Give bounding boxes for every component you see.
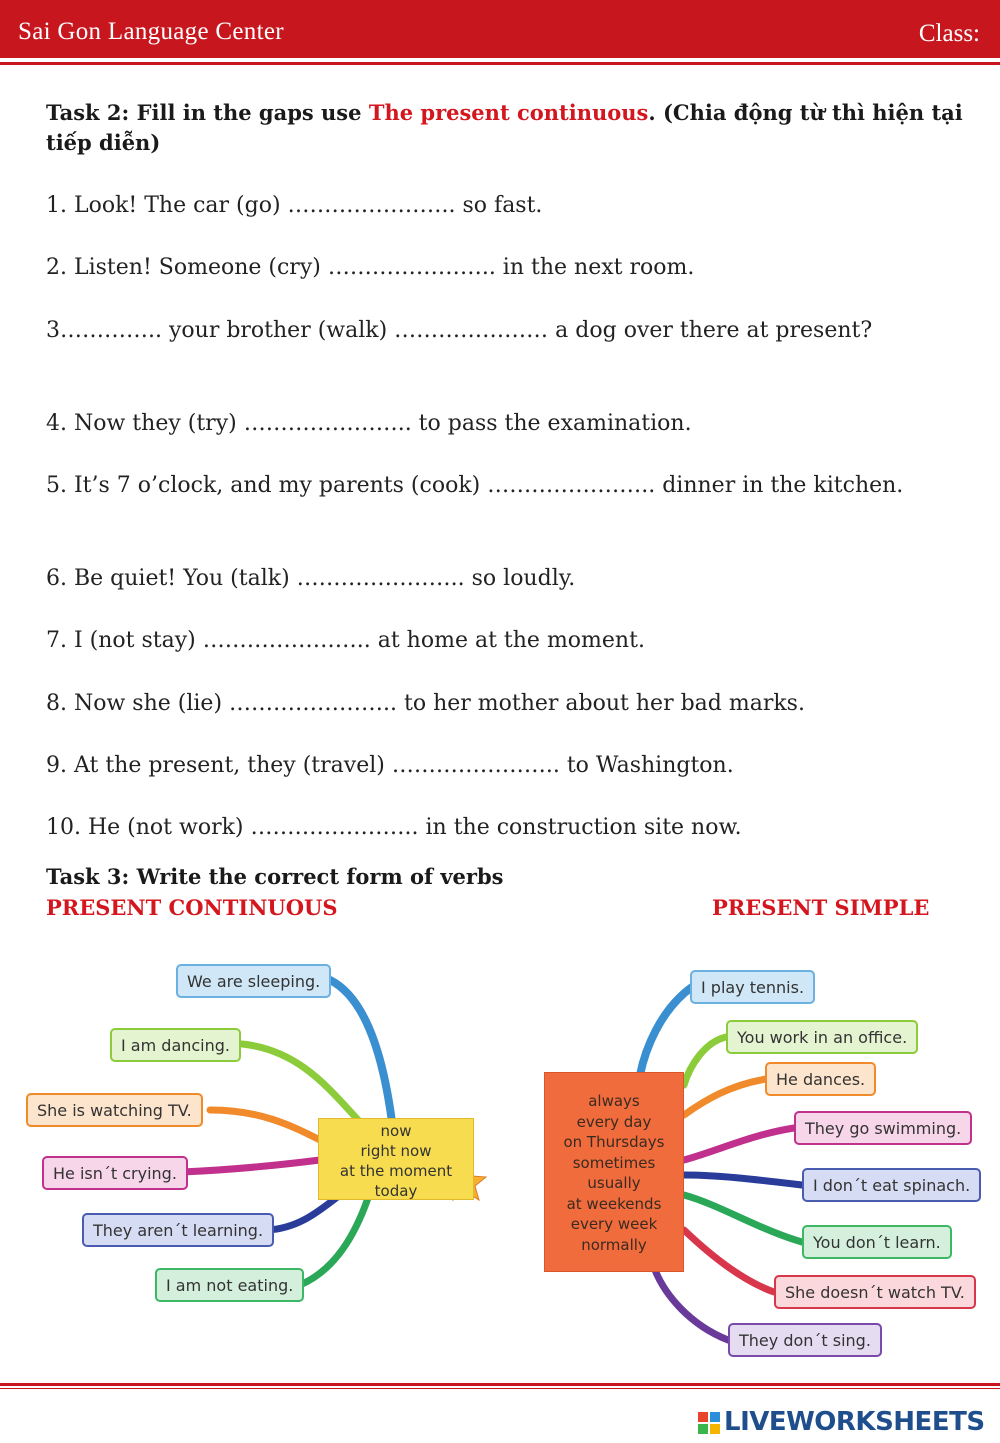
task2-item: 5. It’s 7 o’clock, and my parents (cook) ………………….. dinner in the kitchen.: [46, 473, 904, 498]
time-expression: on Thursdays: [563, 1133, 665, 1151]
example-box: I don´t eat spinach.: [802, 1168, 981, 1202]
time-expression: normally: [581, 1235, 647, 1254]
example-box: We are sleeping.: [176, 964, 331, 998]
example-box: They don´t sing.: [728, 1323, 882, 1357]
task2-item: 8. Now she (lie) ………………….. to her mother about her bad marks.: [46, 691, 805, 716]
branch-right-4: [684, 1128, 794, 1160]
present-simple-heading: PRESENT SIMPLE: [712, 895, 930, 920]
example-box: I am dancing.: [110, 1028, 241, 1062]
present-continuous-time-expressions: [318, 1118, 474, 1200]
footer-divider-thin: [0, 1388, 1000, 1389]
task2-title: [46, 98, 966, 158]
time-expression: every day: [576, 1112, 652, 1131]
branch-left-2: [242, 1044, 360, 1122]
time-expression: at weekends: [566, 1194, 662, 1213]
branch-right-6: [684, 1195, 802, 1242]
task2-title-prefix: Task 2: Fill in the gaps use: [46, 100, 369, 125]
example-box: You work in an office.: [726, 1020, 918, 1054]
class-label: Class:: [918, 20, 980, 47]
task3-title: Task 3: Write the correct form of verbs: [46, 864, 504, 889]
branch-left-6: [300, 1198, 368, 1285]
example-box: She doesn´t watch TV.: [774, 1275, 976, 1309]
time-expression: every week: [570, 1215, 658, 1233]
branch-right-2: [684, 1037, 726, 1085]
example-box: I play tennis.: [690, 970, 815, 1004]
task2-item: 7. I (not stay) ………………….. at home at the moment.: [46, 628, 645, 653]
tense-mind-map: [0, 950, 1000, 1370]
branch-right-5: [684, 1175, 802, 1185]
task2-item: 2. Listen! Someone (cry) ………………….. in the next room.: [46, 255, 695, 280]
center-name: Sai Gon Language Center: [18, 18, 284, 45]
footer-divider: [0, 1383, 1000, 1386]
task2-item: 4. Now they (try) ………………….. to pass the examination.: [46, 411, 692, 436]
task2-title-highlight: The present continuous: [368, 100, 649, 125]
present-continuous-heading: PRESENT CONTINUOUS: [46, 895, 338, 920]
header-divider: [0, 62, 1000, 65]
time-expression: usually: [587, 1174, 641, 1192]
page-header: [0, 0, 1000, 58]
time-expression: now: [380, 1122, 412, 1140]
time-expression: at the moment: [339, 1162, 453, 1180]
task2-item: 10. He (not work) ………………….. in the construction site now.: [46, 815, 742, 840]
branch-left-4: [182, 1160, 320, 1172]
task2-title-suffix: . (Chia động từ thì hiện tại tiếp diễn): [46, 100, 963, 155]
liveworksheets-logo-text[interactable]: LIVEWORKSHEETS: [724, 1407, 985, 1437]
time-expression: right now: [360, 1142, 432, 1160]
branch-right-7: [684, 1230, 774, 1292]
task2-item: 6. Be quiet! You (talk) ………………….. so loudly.: [46, 566, 576, 591]
time-expression: always: [588, 1092, 640, 1110]
example-box: He isn´t crying.: [42, 1156, 188, 1190]
present-simple-time-expressions: [544, 1072, 684, 1272]
example-box: I am not eating.: [155, 1268, 304, 1302]
task2-item: 1. Look! The car (go) ………………….. so fast.: [46, 193, 543, 218]
liveworksheets-logo-icon: [698, 1412, 720, 1434]
example-box: You don´t learn.: [802, 1225, 952, 1259]
task2-item: 9. At the present, they (travel) ………………….. to Washington.: [46, 753, 734, 778]
branch-right-1: [640, 987, 692, 1075]
example-box: They go swimming.: [794, 1111, 972, 1145]
time-expression: today: [374, 1182, 418, 1200]
example-box: They aren´t learning.: [82, 1213, 274, 1247]
task2-item: 3………….. your brother (walk) ………………… a dog over there at present?: [46, 318, 873, 343]
time-expression: sometimes: [572, 1153, 656, 1172]
example-box: He dances.: [765, 1062, 876, 1096]
branch-right-8: [655, 1270, 728, 1340]
example-box: She is watching TV.: [26, 1093, 203, 1127]
branch-left-3: [210, 1110, 320, 1140]
branch-right-3: [684, 1079, 766, 1115]
